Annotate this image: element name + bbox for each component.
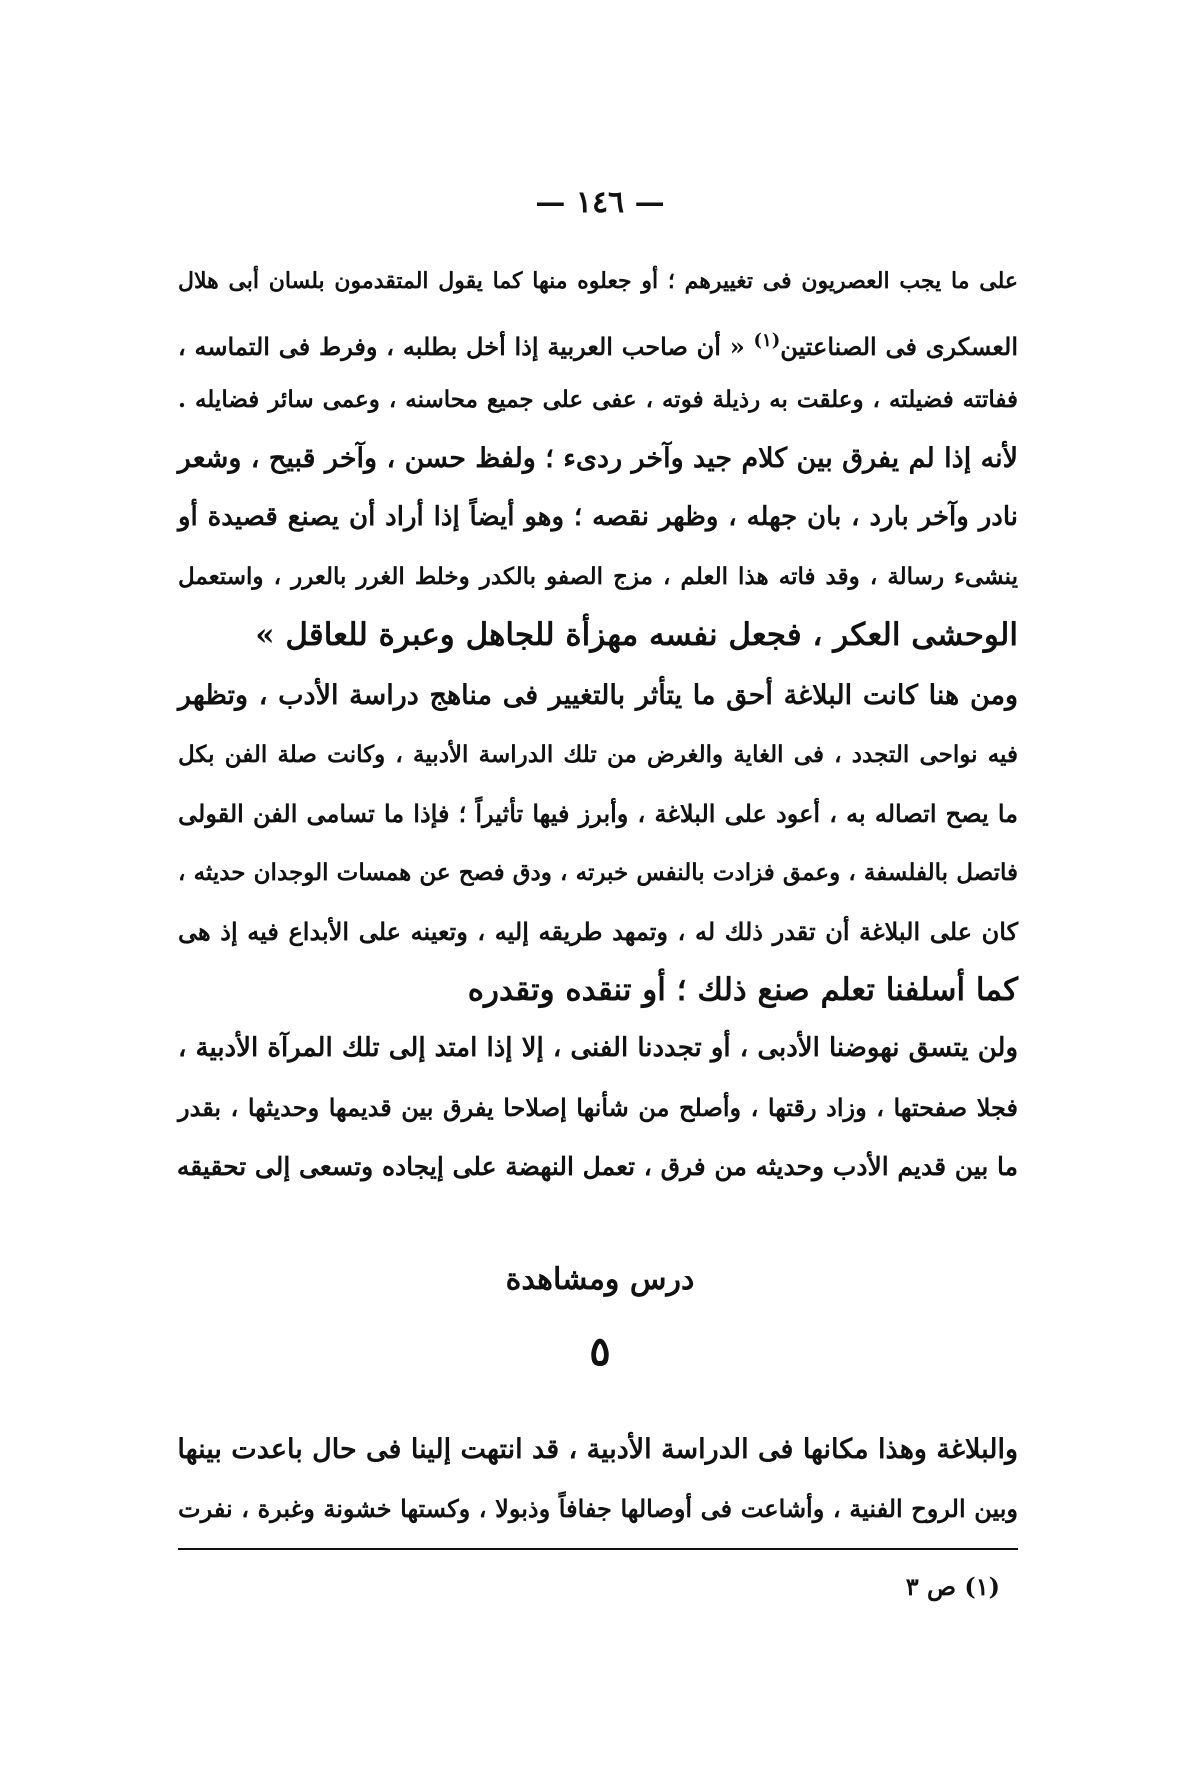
text-line: كان على البلاغة أن تقدر ذلك له ، وتمهد طريقه إليه ، وتعينه على الأبداع فيه إذ هى — [178, 917, 1018, 946]
paragraph-1 — [178, 252, 1018, 665]
text-segment: العسكرى فى الصناعتين — [780, 332, 1018, 361]
text-line: فجلا صفحتها ، وزاد رقتها ، وأصلح من شأنها إصلاحا يفرق بين قديمها وحديثها ، بقدر — [178, 1093, 1018, 1122]
text-line: والبلاغة وهذا مكانها فى الدراسة الأدبية ، قد انتهت إلينا فى حال باعدت بينها — [177, 1434, 1018, 1465]
paragraph-2 — [178, 666, 1018, 1020]
text-line: ولن يتسق نهوضنا الأدبى ، أو تجددنا الفنى ، إلا إذا امتد إلى تلك المرآة الأدبية ، — [178, 1033, 1018, 1063]
text-line: فاتصل بالفلسفة ، وعمق فزادت بالنفس خبرته ، ودق فصح عن همسات الوجدان حديثه ، — [178, 859, 1018, 886]
text-line: لأنه إذا لم يفرق بين كلام جيد وآخر ردىء ؛ ولفظ حسن ، وآخر قبيح ، وشعر — [177, 443, 1018, 474]
section-heading: درس ومشاهدة — [505, 1262, 695, 1297]
footnote-divider — [178, 1548, 1018, 1550]
text-line: الوحشى العكر ، فجعل نفسه مهزأة للجاهل وعبرة للعاقل » — [255, 617, 1018, 653]
text-line: ينشىء رسالة ، وقد فاته هذا العلم ، مزج الصفو بالكدر وخلط الغرر بالعرر ، واستعمل — [178, 563, 1018, 590]
section-number: ٥ — [589, 1328, 611, 1375]
footnote: (١) ص ٣ — [905, 1572, 1000, 1601]
text-line: على ما يجب العصريون فى تغييرهم ؛ أو جعلوه منها كما يقول المتقدمون بلسان أبى هلال — [178, 268, 1018, 294]
text-line: كما أسلفنا تعلم صنع ذلك ؛ أو تنقده وتقدره — [467, 972, 1018, 1008]
text-segment: « أن صاحب العربية إذا أخل بطلبه ، وفرط فى التماسه ، — [178, 332, 745, 361]
footnote-marker[interactable]: (١) — [753, 330, 781, 351]
paragraph-4 — [178, 1420, 1018, 1538]
text-line-with-footnote — [178, 311, 1018, 370]
text-line: فيه نواحى التجدد ، فى الغاية والغرض من تلك الدراسة الأدبية ، وكانت صلة الفن بكل — [178, 741, 1018, 768]
text-line: ما يصح اتصاله به ، أعود على البلاغة ، وأبرز فيها تأثيراً ؛ فإذا ما تسامى الفن القولى — [178, 799, 1018, 828]
page-number: — ١٤٦ — — [535, 185, 665, 220]
text-line: ففاتته فضيلته ، وعلقت به رذيلة فوته ، عفى على جميع محاسنه ، وعمى سائر فضايله . — [178, 386, 1018, 413]
text-line: وبين الروح الفنية ، وأشاعت فى أوصالها جفافاً وذبولا ، وكستها خشونة وغبرة ، نفرت — [178, 1494, 1018, 1523]
text-line: ومن هنا كانت البلاغة أحق ما يتأثر بالتغيير فى مناهج دراسة الأدب ، وتظهر — [178, 680, 1018, 711]
paragraph-3 — [178, 1019, 1018, 1196]
text-line: نادر وآخر بارد ، بان جهله ، وظهر نقصه ؛ وهو أيضاً إذا أراد أن يصنع قصيدة أو — [178, 502, 1018, 532]
text-line: ما بين قديم الأدب وحديثه من فرق ، تعمل النهضة على إيجاده وتسعى إلى تحقيقه — [176, 1152, 1018, 1181]
